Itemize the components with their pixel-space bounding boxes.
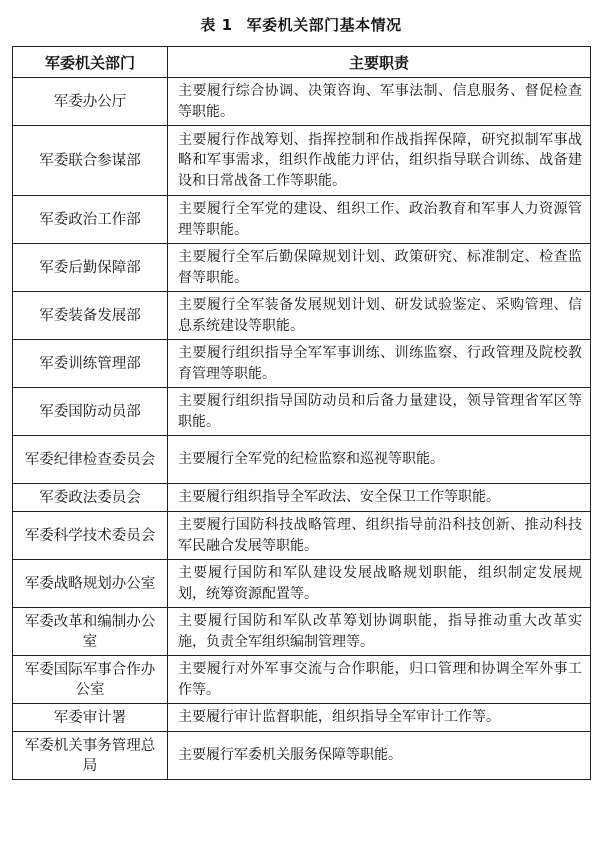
department-name: 军委政治工作部 [13,196,168,244]
department-name: 军委战略规划办公室 [13,560,168,608]
table-row [13,560,591,608]
department-name: 军委国际军事合作办公室 [13,656,168,704]
departments-table [12,46,591,780]
department-duty: 主要履行全军党的纪检监察和巡视等职能。 [168,436,591,484]
header-duties: 主要职责 [168,47,591,78]
department-name: 军委改革和编制办公室 [13,608,168,656]
department-name: 军委纪律检查委员会 [13,436,168,484]
department-name: 军委联合参谋部 [13,126,168,196]
department-duty: 主要履行作战筹划、指挥控制和作战指挥保障，研究拟制军事战略和军事需求，组织作战能力评估，组织指导联合训练、战备建设和日常战备工作等职能。 [168,126,591,196]
table-row [13,388,591,436]
department-name: 军委办公厅 [13,78,168,126]
department-name: 军委国防动员部 [13,388,168,436]
table-row [13,436,591,484]
department-duty: 主要履行全军装备发展规划计划、研发试验鉴定、采购管理、信息系统建设等职能。 [168,292,591,340]
table-row [13,732,591,780]
table-caption [0,14,602,35]
department-name: 军委政法委员会 [13,484,168,512]
department-duty: 主要履行国防和军队建设发展战略规划职能，组织制定发展规划，统筹资源配置等。 [168,560,591,608]
table-header-row [13,47,591,78]
table-row [13,340,591,388]
department-duty: 主要履行全军后勤保障规划计划、政策研究、标准制定、检查监督等职能。 [168,244,591,292]
table-row [13,484,591,512]
department-duty: 主要履行军委机关服务保障等职能。 [168,732,591,780]
department-name: 军委训练管理部 [13,340,168,388]
department-duty: 主要履行组织指导全军军事训练、训练监察、行政管理及院校教育管理等职能。 [168,340,591,388]
table-row [13,244,591,292]
department-duty: 主要履行组织指导全军政法、安全保卫工作等职能。 [168,484,591,512]
table-number: 表 1 [200,16,233,34]
table-row [13,704,591,732]
department-duty: 主要履行全军党的建设、组织工作、政治教育和军事人力资源管理等职能。 [168,196,591,244]
table-title: 军委机关部门基本情况 [246,16,402,34]
department-duty: 主要履行国防和军队改革筹划协调职能，指导推动重大改革实施，负责全军组织编制管理等。 [168,608,591,656]
header-department: 军委机关部门 [13,47,168,78]
table-row [13,196,591,244]
department-name: 军委科学技术委员会 [13,512,168,560]
department-duty: 主要履行审计监督职能，组织指导全军审计工作等。 [168,704,591,732]
department-duty: 主要履行组织指导国防动员和后备力量建设，领导管理省军区等职能。 [168,388,591,436]
table-row [13,512,591,560]
department-name: 军委审计署 [13,704,168,732]
department-duty: 主要履行对外军事交流与合作职能，归口管理和协调全军外事工作等。 [168,656,591,704]
table-row [13,126,591,196]
table-row [13,608,591,656]
department-name: 军委装备发展部 [13,292,168,340]
department-name: 军委机关事务管理总局 [13,732,168,780]
table-row [13,656,591,704]
department-duty: 主要履行国防科技战略管理、组织指导前沿科技创新、推动科技军民融合发展等职能。 [168,512,591,560]
department-duty: 主要履行综合协调、决策咨询、军事法制、信息服务、督促检查等职能。 [168,78,591,126]
table-row [13,78,591,126]
department-name: 军委后勤保障部 [13,244,168,292]
table-row [13,292,591,340]
